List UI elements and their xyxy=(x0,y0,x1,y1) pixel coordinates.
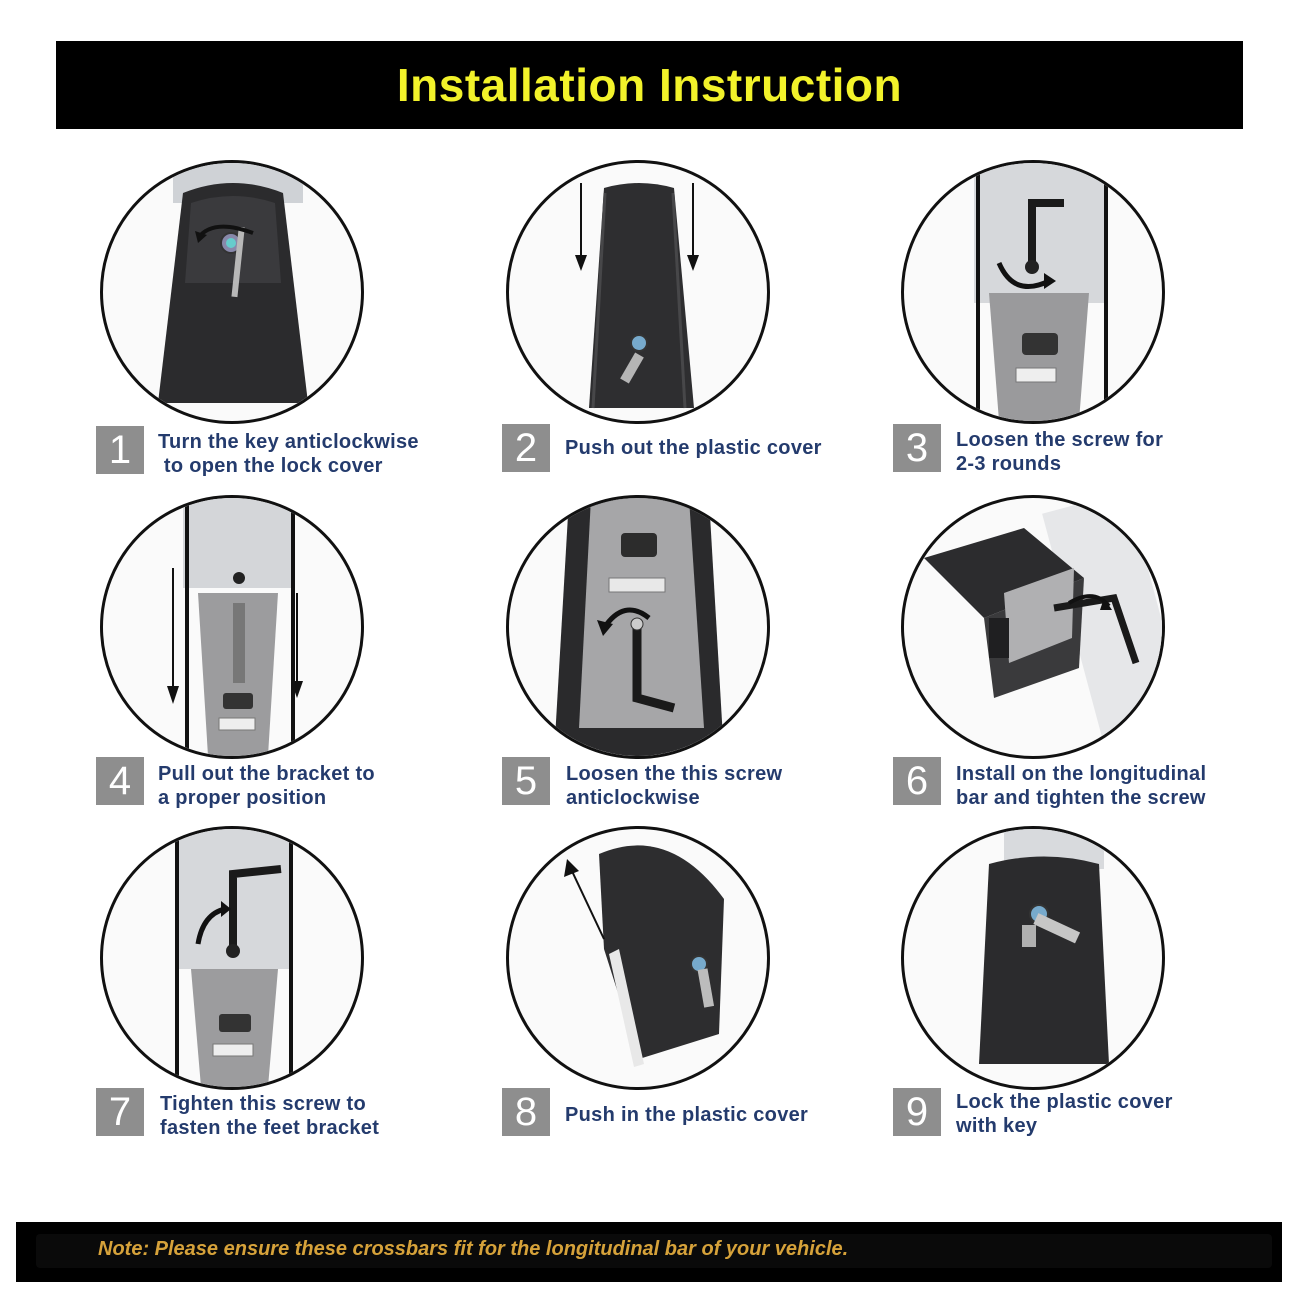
step-2-photo xyxy=(506,160,770,424)
step-1-photo xyxy=(100,160,364,424)
step-9-caption: Lock the plastic cover with key xyxy=(956,1091,1173,1137)
tighten-screw-illustration xyxy=(103,829,361,1087)
step-6-photo xyxy=(901,495,1165,759)
page-title: Installation Instruction xyxy=(396,59,903,111)
step-5 xyxy=(502,495,902,815)
header-banner xyxy=(56,41,1243,129)
step-9-photo xyxy=(901,826,1165,1090)
step-2-number-badge: 2 xyxy=(502,424,550,472)
footer-note: Note: Please ensure these crossbars fit for the longitudinal bar of your vehicle. xyxy=(98,1238,849,1260)
step-4-number-badge: 4 xyxy=(96,757,144,805)
step-2 xyxy=(502,160,902,480)
step-4-caption: Pull out the bracket to a proper position xyxy=(158,763,375,809)
locked-cover-with-key-illustration xyxy=(904,829,1162,1087)
step-8-number-badge: 8 xyxy=(502,1088,550,1136)
step-3-caption: Loosen the screw for 2-3 rounds xyxy=(956,429,1164,475)
loosen-bracket-screw-illustration xyxy=(509,498,767,756)
step-8-photo xyxy=(506,826,770,1090)
step-4-photo xyxy=(100,495,364,759)
step-7-number-badge: 7 xyxy=(96,1088,144,1136)
lock-cover-key-turn-illustration xyxy=(103,163,361,421)
step-5-photo xyxy=(506,495,770,759)
install-on-longitudinal-bar-illustration xyxy=(904,498,1162,756)
step-3-number-badge: 3 xyxy=(893,424,941,472)
step-1-caption: Turn the key anticlockwise to open the lock cover xyxy=(158,431,419,477)
step-1-number-badge: 1 xyxy=(96,426,144,474)
step-7 xyxy=(96,826,496,1146)
step-3 xyxy=(893,160,1293,480)
step-9-number-badge: 9 xyxy=(893,1088,941,1136)
step-6-number-badge: 6 xyxy=(893,757,941,805)
step-5-number-badge: 5 xyxy=(502,757,550,805)
push-in-cover-illustration xyxy=(509,829,767,1087)
step-6 xyxy=(893,495,1293,815)
step-9 xyxy=(893,826,1293,1146)
loosen-screw-illustration xyxy=(904,163,1162,421)
pull-out-bracket-illustration xyxy=(103,498,361,756)
step-7-caption: Tighten this screw to fasten the feet bracket xyxy=(160,1093,380,1139)
step-2-caption: Push out the plastic cover xyxy=(565,437,822,459)
step-5-caption: Loosen the this screw anticlockwise xyxy=(566,763,783,809)
step-4 xyxy=(96,495,496,815)
step-8-caption: Push in the plastic cover xyxy=(565,1104,809,1126)
step-1 xyxy=(96,160,496,480)
step-6-caption: Install on the longitudinal bar and tighten the screw xyxy=(956,763,1207,809)
step-7-photo xyxy=(100,826,364,1090)
push-out-cover-illustration xyxy=(509,163,767,421)
step-3-photo xyxy=(901,160,1165,424)
step-8 xyxy=(502,826,902,1146)
